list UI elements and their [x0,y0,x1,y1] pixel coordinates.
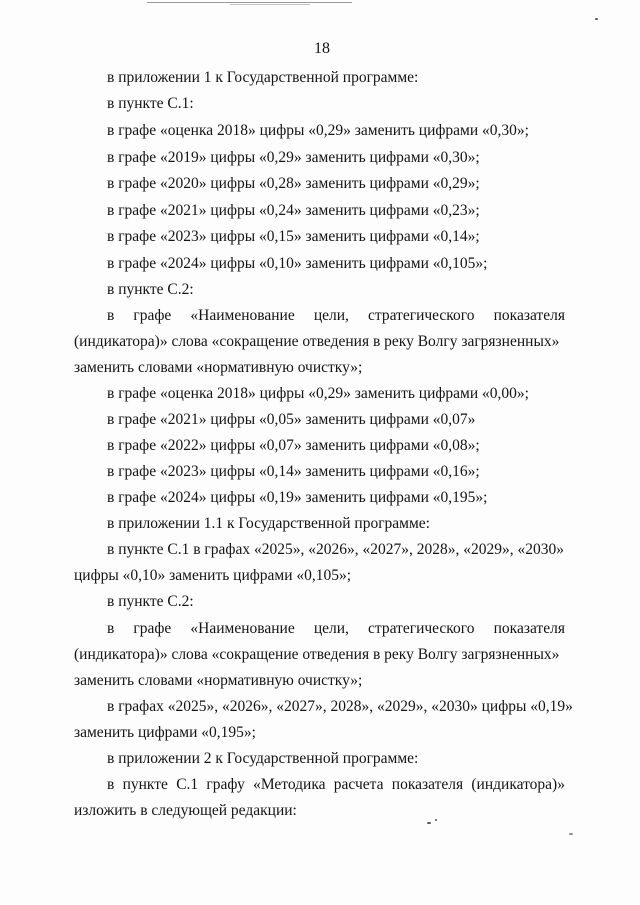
text-line: в графе «2020» цифры «0,28» заменить цифрами «0,29»; [107,175,480,192]
text-line: в графе «оценка 2018» цифры «0,29» заменить цифрами «0,00»; [107,385,529,402]
page-number: 18 [314,40,330,57]
word: расчета [333,776,384,793]
scan-speck [427,822,431,824]
word: пункте [122,776,168,793]
justified-line [107,619,565,639]
word: стратегического [367,307,475,324]
text-line: в пункте С.1: [107,95,194,112]
text-line: в графе «2021» цифры «0,24» заменить цифрами «0,23»; [107,202,480,219]
text-line: заменить словами «нормативную очистку»; [74,672,363,689]
text-line: в приложении 1.1 к Государственной программе: [107,515,430,532]
scan-edge-line [147,2,352,3]
text-line: заменить цифрами «0,195»; [74,724,256,741]
text-line: в графе «2024» цифры «0,10» заменить цифрами «0,105»; [107,255,488,272]
text-line: в графе «оценка 2018» цифры «0,29» заменить цифрами «0,30»; [107,122,529,139]
text-line: в графах «2025», «2026», «2027», 2028», «2029», «2030» цифры «0,19» [107,698,573,715]
word: графе [133,620,172,637]
word: показателя [391,776,464,793]
text-line: (индикатора)» слова «сокращение отведения в реку Волгу загрязненных» [74,333,560,350]
text-line: в графе «2019» цифры «0,29» заменить цифрами «0,30»; [107,149,480,166]
word: в [107,776,115,793]
scan-speck [595,18,598,20]
word: показателя [493,620,565,637]
word: в [107,620,115,637]
text-line: цифры «0,10» заменить цифрами «0,105»; [74,567,352,584]
word: «Методика [253,776,326,793]
text-line: в графе «2023» цифры «0,15» заменить цифрами «0,14»; [107,228,480,245]
text-line: в пункте С.1 в графах «2025», «2026», «2027», 2028», «2029», «2030» [107,541,564,558]
scan-speck [569,833,573,835]
word: в [107,307,115,324]
word: стратегического [367,620,475,637]
word: (индикатора)» [471,776,565,793]
justified-line [107,775,565,795]
text-line: (индикатора)» слова «сокращение отведения в реку Волгу загрязненных» [74,646,560,663]
word: «Наименование [190,620,295,637]
text-line: в приложении 2 к Государственной программе: [107,750,419,767]
word: цели, [313,307,349,324]
text-line: в пункте С.2: [107,281,194,298]
text-line: изложить в следующей редакции: [74,802,297,819]
word: С.1 [176,776,199,793]
word: «Наименование [190,307,295,324]
word: показателя [493,307,565,324]
text-line: заменить словами «нормативную очистку»; [74,359,363,376]
text-line: в пункте С.2: [107,593,194,610]
word: цели, [313,620,349,637]
scan-speck [435,819,437,821]
text-line: в графе «2023» цифры «0,14» заменить цифрами «0,16»; [107,463,480,480]
word: графе [133,307,172,324]
word: графу [206,776,245,793]
text-line: в приложении 1 к Государственной программе: [107,69,419,86]
justified-line [107,306,565,326]
text-line: в графе «2024» цифры «0,19» заменить цифрами «0,195»; [107,489,488,506]
text-line: в графе «2021» цифры «0,05» заменить цифрами «0,07» [107,411,476,428]
scan-edge-line [230,4,310,5]
text-line: в графе «2022» цифры «0,07» заменить цифрами «0,08»; [107,437,480,454]
